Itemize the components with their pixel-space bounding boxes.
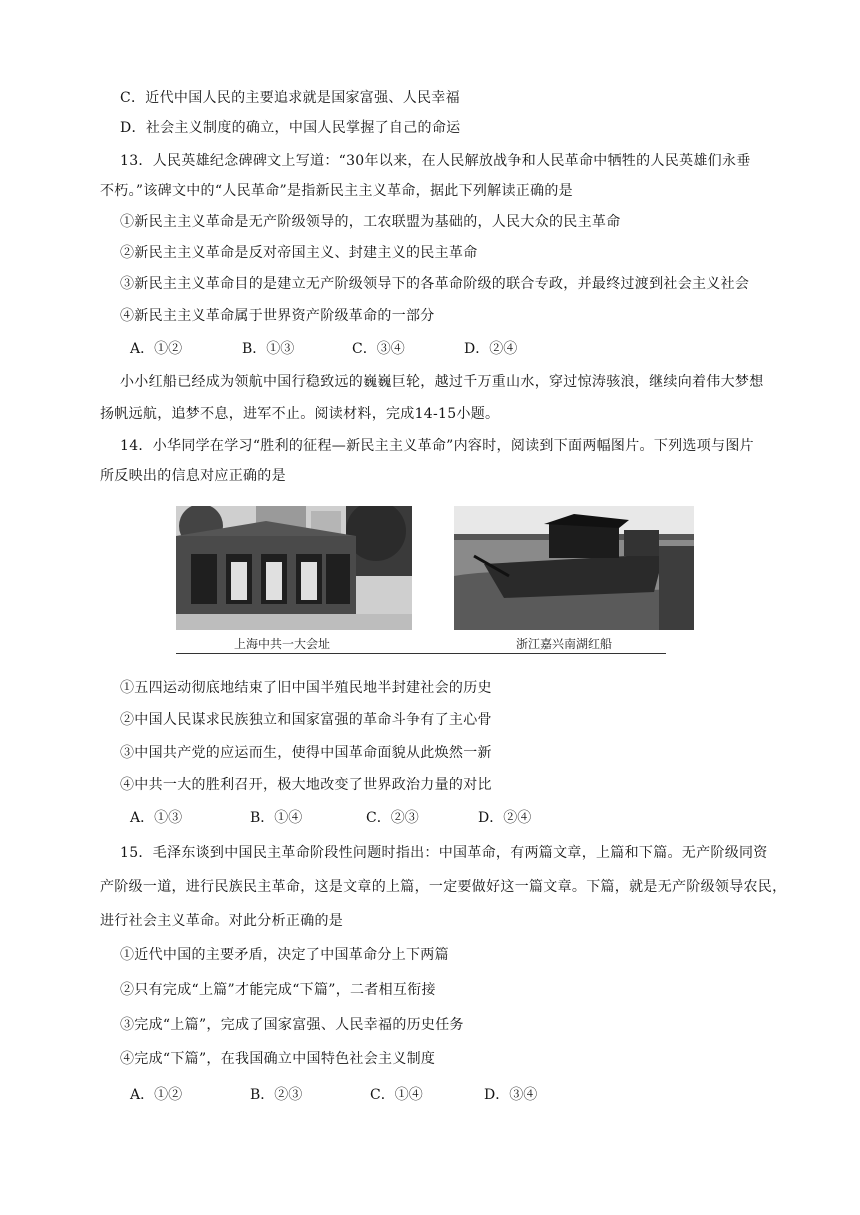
caption-right: 浙江嘉兴南湖红船 [516, 637, 613, 651]
q15-statement-4: ④完成“下篇”，在我国确立中国特色社会主义制度 [120, 1051, 436, 1067]
q13-statement-2: ②新民主主义革命是反对帝国主义、封建主义的民主革命 [120, 245, 478, 261]
q13-statement-3: ③新民主主义革命目的是建立无产阶级领导下的各革命阶级的联合专政，并最终过渡到社会主义社会 [120, 276, 750, 292]
question-15-stem-2: 产阶级一道，进行民族民主革命，这是文章的上篇，一定要做好这一篇文章。下篇，就是无产阶级领导农民， [100, 879, 787, 895]
figure-two-photos [176, 506, 666, 658]
option-d-12: D．社会主义制度的确立，中国人民掌握了自己的命运 [120, 120, 461, 136]
question-14-stem-2: 所反映出的信息对应正确的是 [100, 468, 286, 484]
caption-left: 上海中共一大会址 [234, 637, 331, 651]
q14-option-b: B．①④ [250, 810, 303, 826]
q15-option-d: D．③④ [484, 1087, 538, 1103]
q15-option-c: C．①④ [370, 1087, 423, 1103]
question-13-stem-1: 13．人民英雄纪念碑碑文上写道：“30年以来，在人民解放战争和人民革命中牺牲的人民英雄们永垂 [120, 153, 751, 169]
q14-options [0, 808, 860, 828]
q13-option-d: D．②④ [464, 341, 518, 357]
q15-options [0, 1085, 860, 1105]
material-intro-2: 扬帆远航，追梦不息，进军不止。阅读材料，完成14-15小题。 [100, 406, 500, 422]
q13-option-a: A．①② [130, 341, 183, 357]
material-intro-1: 小小红船已经成为领航中国行稳致远的巍巍巨轮，越过千万重山水，穿过惊涛骇浪，继续向着伟大梦想 [120, 374, 764, 390]
q14-option-c: C．②③ [366, 810, 419, 826]
q13-option-c: C．③④ [352, 341, 405, 357]
q15-option-b: B．②③ [250, 1087, 303, 1103]
caption-divider [176, 653, 666, 654]
q13-statement-1: ①新民主主义革命是无产阶级领导的，工农联盟为基础的，人民大众的民主革命 [120, 214, 621, 230]
question-13-stem-2: 不朽。”该碑文中的“人民革命”是指新民主主义革命，据此下列解读正确的是 [100, 183, 573, 199]
q15-statement-3: ③完成“上篇”，完成了国家富强、人民幸福的历史任务 [120, 1017, 464, 1033]
photo-red-boat [454, 506, 694, 630]
question-14-stem-1: 14．小华同学在学习“胜利的征程—新民主主义革命”内容时，阅读到下面两幅图片。下列选项与图片 [120, 438, 754, 454]
question-15-stem-1: 15．毛泽东谈到中国民主革命阶段性问题时指出：中国革命，有两篇文章，上篇和下篇。无产阶级同资 [120, 845, 768, 861]
q14-statement-3: ③中国共产党的应运而生，使得中国革命面貌从此焕然一新 [120, 745, 492, 761]
photo-shanghai-site [176, 506, 412, 630]
q13-options [0, 339, 860, 359]
building-photo-icon [176, 506, 412, 630]
question-15-stem-3: 进行社会主义革命。对此分析正确的是 [100, 913, 344, 929]
q13-option-b: B．①③ [242, 341, 295, 357]
q14-option-d: D．②④ [478, 810, 532, 826]
q14-statement-4: ④中共一大的胜利召开，极大地改变了世界政治力量的对比 [120, 777, 492, 793]
q15-statement-2: ②只有完成“上篇”才能完成“下篇”，二者相互衔接 [120, 982, 436, 998]
q15-option-a: A．①② [130, 1087, 183, 1103]
boat-photo-icon [454, 506, 694, 630]
q15-statement-1: ①近代中国的主要矛盾，决定了中国革命分上下两篇 [120, 947, 449, 963]
option-c-12: C．近代中国人民的主要追求就是国家富强、人民幸福 [120, 90, 460, 106]
q13-statement-4: ④新民主主义革命属于世界资产阶级革命的一部分 [120, 308, 435, 324]
q14-statement-2: ②中国人民谋求民族独立和国家富强的革命斗争有了主心骨 [120, 712, 492, 728]
q14-statement-1: ①五四运动彻底地结束了旧中国半殖民地半封建社会的历史 [120, 680, 492, 696]
q14-option-a: A．①③ [130, 810, 183, 826]
